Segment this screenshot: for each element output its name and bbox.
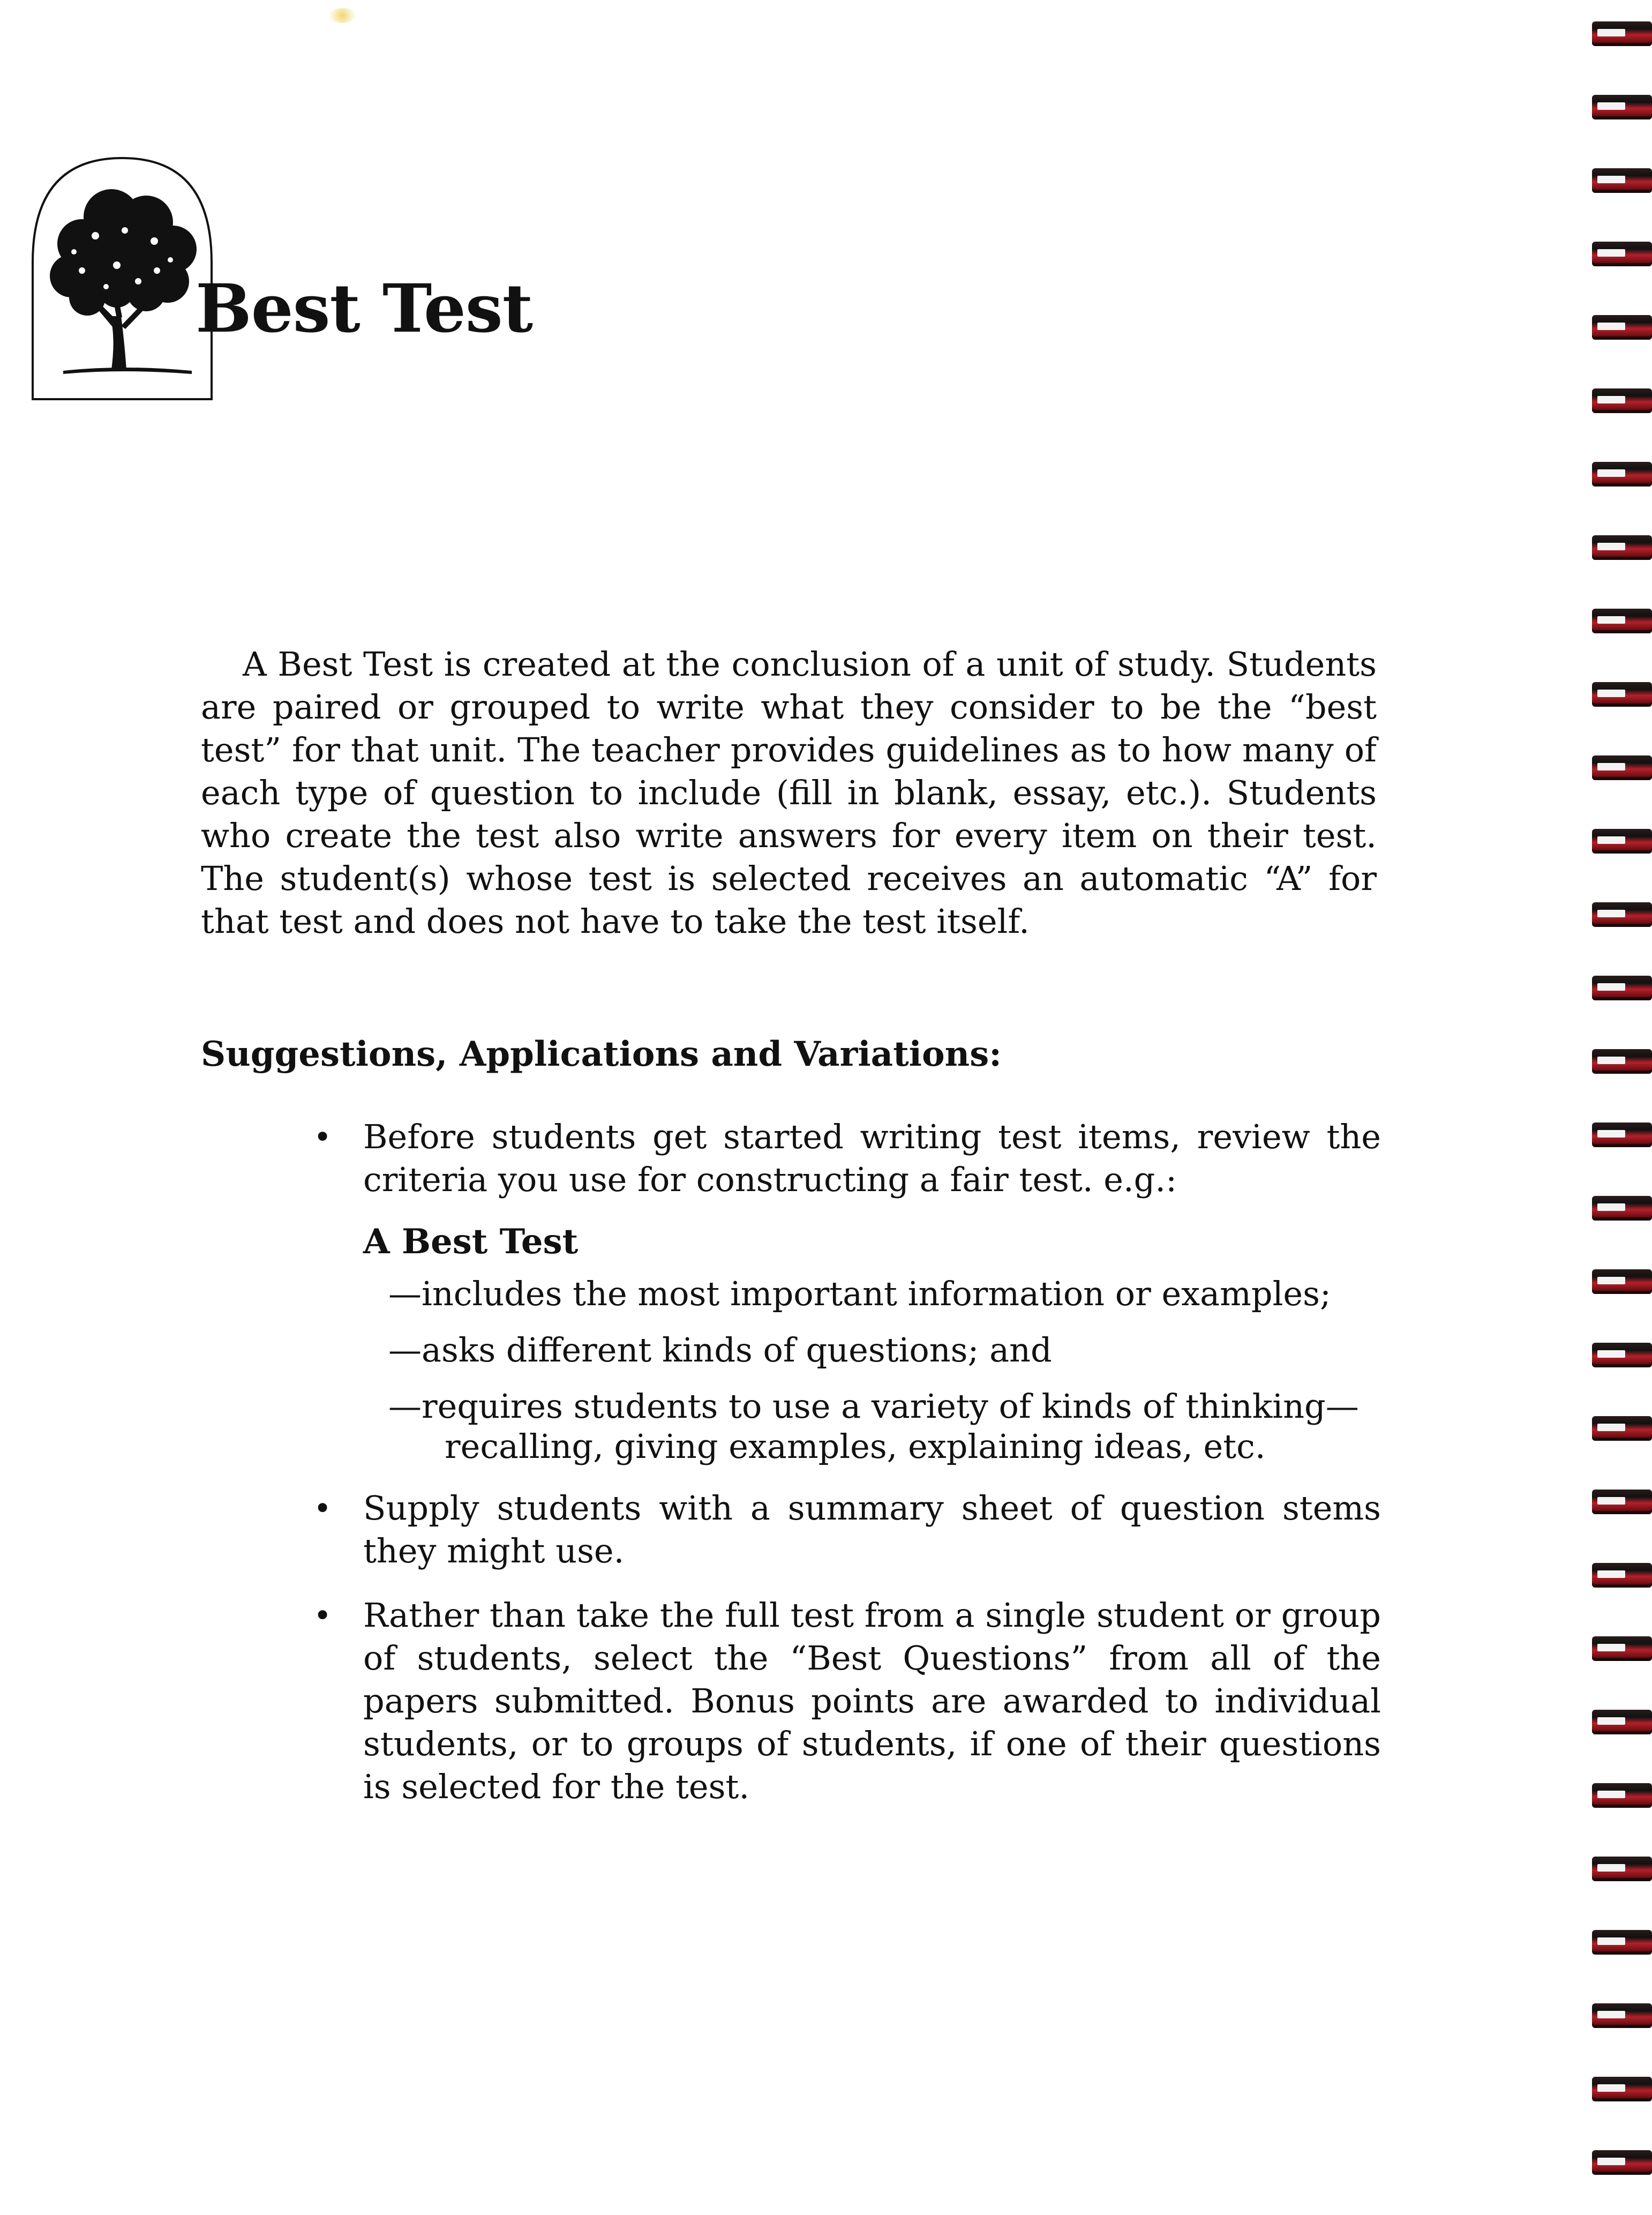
binding-coil bbox=[1592, 1783, 1652, 1808]
binding-coil bbox=[1592, 1416, 1652, 1441]
list-item: Before students get started writing test items, review the criteria you use for constructing a fair test. e.g.: bbox=[363, 1117, 1381, 1199]
binding-coil bbox=[1592, 315, 1652, 340]
spiral-binding bbox=[1588, 0, 1652, 2215]
binding-coil bbox=[1592, 462, 1652, 487]
binding-coil bbox=[1592, 829, 1652, 854]
binding-coil bbox=[1592, 1196, 1652, 1221]
paper-stain bbox=[329, 8, 355, 23]
tree-in-arch-icon bbox=[31, 155, 213, 402]
binding-coil bbox=[1592, 21, 1652, 46]
binding-coil bbox=[1592, 976, 1652, 1000]
binding-coil bbox=[1592, 1490, 1652, 1514]
binding-coil bbox=[1592, 1123, 1652, 1147]
list-item: Rather than take the full test from a single student or group of students, select the “Best Questions” from all of the papers submitted. Bonus points are awarded to individual students, or to groups of students, if one of their questions is selected for the test. bbox=[363, 1596, 1381, 1806]
binding-coil bbox=[1592, 95, 1652, 119]
section-heading: Suggestions, Applications and Variations: bbox=[201, 1034, 1002, 1074]
binding-coil bbox=[1592, 1049, 1652, 1074]
binding-coil bbox=[1592, 242, 1652, 266]
sub-heading: A Best Test bbox=[363, 1222, 579, 1262]
bullet-icon: • bbox=[313, 1597, 332, 1634]
binding-coil bbox=[1592, 1710, 1652, 1734]
binding-coil bbox=[1592, 1343, 1652, 1367]
list-item: Supply students with a summary sheet of question stems they might use. bbox=[363, 1488, 1381, 1570]
binding-coil bbox=[1592, 1563, 1652, 1588]
criterion-item: —includes the most important information or examples; bbox=[388, 1274, 1331, 1313]
binding-coil bbox=[1592, 1857, 1652, 1881]
binding-coil bbox=[1592, 2077, 1652, 2101]
binding-coil bbox=[1592, 902, 1652, 927]
binding-coil bbox=[1592, 168, 1652, 193]
criterion-item: —asks different kinds of questions; and bbox=[388, 1330, 1052, 1370]
binding-coil bbox=[1592, 1930, 1652, 1955]
binding-coil bbox=[1592, 682, 1652, 707]
binding-coil bbox=[1592, 2003, 1652, 2028]
bullet-icon: • bbox=[313, 1119, 332, 1155]
binding-coil bbox=[1592, 535, 1652, 560]
binding-coil bbox=[1592, 755, 1652, 780]
intro-paragraph: A Best Test is created at the conclusion of a unit of study. Students are paired or grouped to write what they consider to be the “best test” for that unit. The teacher provides guidelines as to how many of each type of question to include (fill in blank, essay, etc.). Students who create the test also write answers for every item on their test. The student(s) whose test is selected receives an automatic “A” for that test and does not have to take the test itself. bbox=[201, 645, 1377, 941]
binding-coil bbox=[1592, 609, 1652, 633]
page-title: Best Test bbox=[196, 270, 532, 348]
binding-coil bbox=[1592, 1269, 1652, 1294]
criterion-item: —requires students to use a variety of kinds of thinking— bbox=[388, 1387, 1359, 1426]
binding-coil bbox=[1592, 1636, 1652, 1661]
bullet-icon: • bbox=[313, 1490, 332, 1526]
criterion-continuation: recalling, giving examples, explaining ideas, etc. bbox=[445, 1427, 1266, 1466]
binding-coil bbox=[1592, 388, 1652, 413]
binding-coil bbox=[1592, 2150, 1652, 2175]
